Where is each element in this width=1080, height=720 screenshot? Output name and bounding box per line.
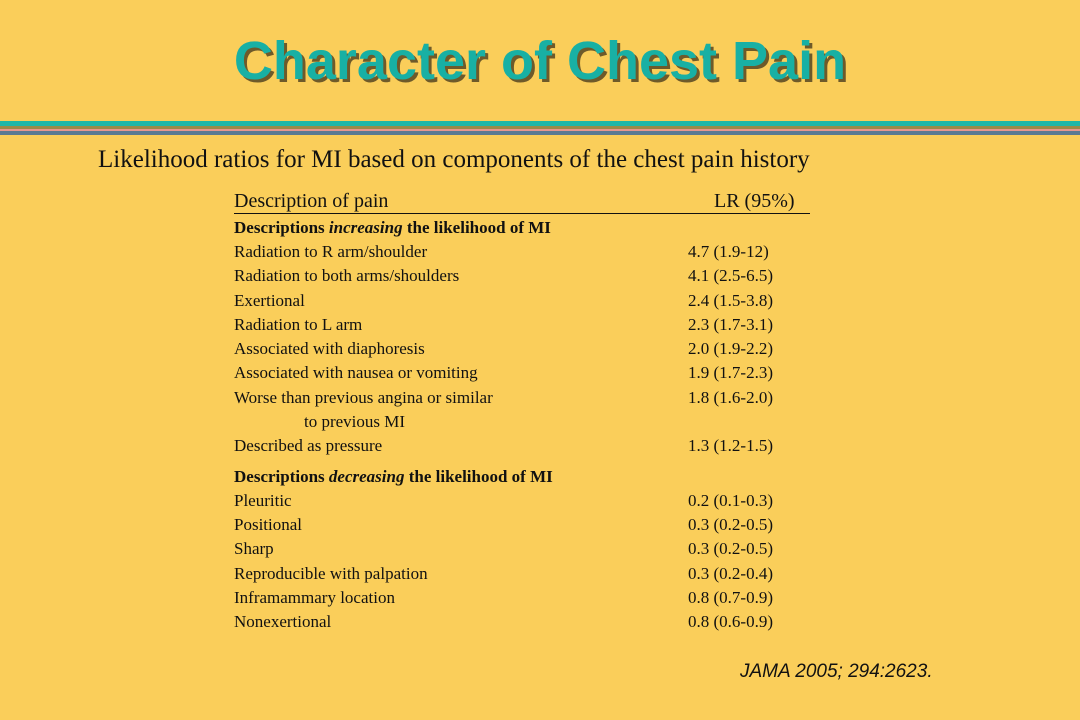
slide-title: Character of Chest Pain: [233, 31, 847, 91]
row-lr-value: 4.1 (2.5-6.5): [688, 266, 773, 286]
table-row: [234, 489, 834, 513]
row-description: Pleuritic: [234, 490, 292, 510]
row-description: Worse than previous angina or similar: [234, 387, 493, 407]
section-heading-increasing: Descriptions increasing the likelihood of MI: [234, 218, 551, 237]
decreasing-rows: [234, 489, 834, 635]
row-lr-value: 1.3 (1.2-1.5): [688, 436, 773, 456]
table-row: [234, 361, 834, 385]
row-lr-value: 2.0 (1.9-2.2): [688, 339, 773, 359]
row-lr-value: 0.8 (0.6-0.9): [688, 612, 773, 632]
slide-subtitle: Likelihood ratios for MI based on components of the chest pain history: [98, 146, 810, 173]
table-row: [234, 337, 834, 361]
row-lr-value: 0.2 (0.1-0.3): [688, 490, 773, 510]
row-lr-value: 0.8 (0.7-0.9): [688, 587, 773, 607]
row-description: Described as pressure: [234, 436, 383, 456]
row-description: Inframammary location: [234, 587, 395, 607]
row-lr-value: 4.7 (1.9-12): [688, 242, 769, 261]
table-row: [234, 264, 834, 288]
header-underline: [234, 213, 810, 214]
table-row: [234, 537, 834, 561]
table-header: [234, 190, 834, 216]
table-row: [234, 513, 834, 537]
table-row: [234, 289, 834, 313]
header-description: Description of pain: [234, 190, 389, 212]
citation: JAMA 2005; 294:2623.: [740, 661, 933, 682]
row-description: Sharp: [234, 539, 274, 559]
likelihood-ratio-table: [234, 190, 834, 634]
table-row: [234, 386, 834, 410]
row-lr-value: 0.3 (0.2-0.5): [688, 514, 773, 534]
row-description: Associated with nausea or vomiting: [234, 363, 478, 383]
table-row: [234, 562, 834, 586]
row-description: Reproducible with palpation: [234, 563, 428, 583]
row-description: Radiation to L arm: [234, 314, 363, 334]
row-lr-value: 2.3 (1.7-3.1): [688, 314, 773, 334]
row-lr-value: 0.3 (0.2-0.4): [688, 563, 773, 583]
row-lr-value: 2.4 (1.5-3.8): [688, 290, 773, 310]
row-description: Positional: [234, 514, 303, 534]
row-description: Exertional: [234, 290, 305, 310]
header-lr: LR (95%): [714, 190, 795, 212]
increasing-rows: [234, 240, 834, 459]
table-row: [234, 240, 834, 264]
table-row: [234, 434, 834, 458]
row-description: Associated with diaphoresis: [234, 339, 425, 359]
table-row: [234, 610, 834, 634]
table-row: [234, 313, 834, 337]
section-heading-decreasing: Descriptions decreasing the likelihood of MI: [234, 466, 553, 486]
row-description: Radiation to R arm/shoulder: [234, 242, 428, 261]
divider-rule-slate: [0, 131, 1080, 135]
row-description: to previous MI: [304, 412, 406, 432]
row-lr-value: 1.8 (1.6-2.0): [688, 387, 773, 407]
row-description: Nonexertional: [234, 612, 332, 632]
row-lr-value: 1.9 (1.7-2.3): [688, 363, 773, 383]
row-lr-value: 0.3 (0.2-0.5): [688, 539, 773, 559]
table-row: [234, 410, 834, 434]
table-row: [234, 586, 834, 610]
row-description: Radiation to both arms/shoulders: [234, 266, 460, 286]
